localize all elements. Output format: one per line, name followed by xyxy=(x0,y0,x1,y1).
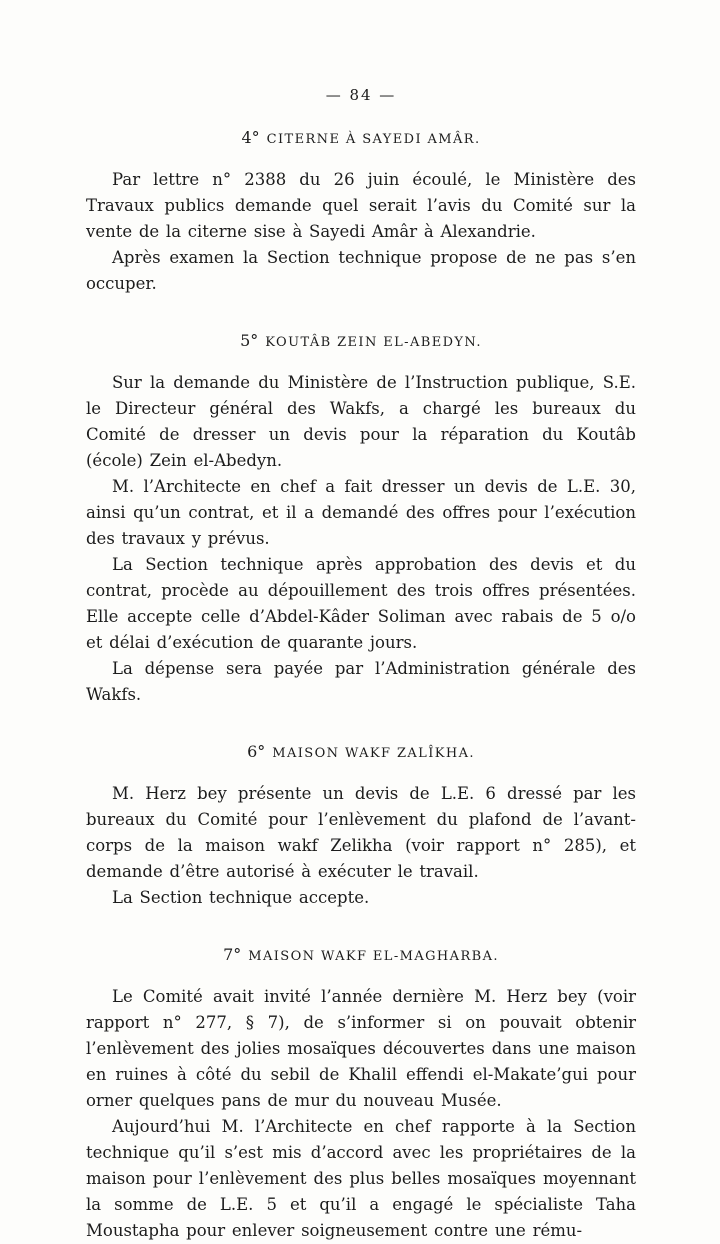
paragraph: La Section technique accepte. xyxy=(112,888,370,907)
paragraph: M. l’Architecte en chef a fait dresser un devis de L.E. 30, ainsi qu’un contrat, et il a demandé des offres pour l’exécution des travaux y prévus. xyxy=(86,477,636,548)
page-number: — 84 — xyxy=(325,86,397,104)
paragraph: M. Herz bey présente un devis de L.E. 6 dressé par les bureaux du Comité pour l’enlèvement du plafond de l’avant-corps de la maison wakf Zelikha (voir rapport n° 285), et demande d’être autorisé à exécuter le travail. xyxy=(86,784,636,881)
paragraph: Par lettre n° 2388 du 26 juin écoulé, le Ministère des Travaux publics demande quel serait l’avis du Comité sur la vente de la citerne sise à Sayedi Amâr à Alexandrie. xyxy=(86,170,636,241)
paragraph: La dépense sera payée par l’Administration générale des Wakfs. xyxy=(86,659,636,704)
section-maison-wakf-zalikha xyxy=(86,742,636,911)
section-number: 4° xyxy=(241,128,260,147)
section-title: MAISON WAKF EL-MAGHARBA. xyxy=(248,949,499,964)
paragraph: Sur la demande du Ministère de l’Instruction publique, S.E. le Directeur général des Wakfs, a chargé les bureaux du Comité de dresser un devis pour la réparation du Koutâb (école) Zein el-Abedyn. xyxy=(86,373,636,470)
section-koutab-zein-el-abedyn xyxy=(86,331,636,708)
section-title: MAISON WAKF ZALÎKHA. xyxy=(272,746,475,761)
paragraph: La Section technique après approbation des devis et du contrat, procède au dépouillement des trois offres présentées. Elle accepte celle d’Abdel-Kâder Soliman avec rabais de 5 o/o et délai d’exécution de quarante jours. xyxy=(86,555,636,652)
paragraph: Après examen la Section technique propose de ne pas s’en occuper. xyxy=(86,248,636,293)
section-citerne-sayedi-amar xyxy=(86,128,636,297)
section-heading xyxy=(86,128,636,147)
section-title: CITERNE À SAYEDI AMÂR. xyxy=(266,132,481,147)
section-maison-wakf-el-magharba xyxy=(86,945,636,1244)
section-number: 5° xyxy=(240,331,259,350)
paragraph: Aujourd’hui M. l’Architecte en chef rapporte à la Section technique qu’il s’est mis d’accord avec les propriétaires de la maison pour l’enlèvement des plus belles mosaïques moyennant la somme de L.E. 5 et qu’il a engagé le spécialiste Taha Moustapha pour enlever soigneusement contre une rému- xyxy=(86,1117,636,1240)
section-heading xyxy=(86,945,636,964)
section-title: KOUTÂB ZEIN EL-ABEDYN. xyxy=(265,335,482,350)
paragraph: Le Comité avait invité l’année dernière M. Herz bey (voir rapport n° 277, § 7), de s’informer si on pouvait obtenir l’enlèvement des jolies mosaïques découvertes dans une maison en ruines à côté du sebil de Khalil effendi el-Makate’gui pour orner quelques pans de mur du nouveau Musée. xyxy=(86,987,636,1110)
section-heading xyxy=(86,742,636,761)
section-heading xyxy=(86,331,636,350)
section-number: 7° xyxy=(223,945,242,964)
section-number: 6° xyxy=(247,742,266,761)
